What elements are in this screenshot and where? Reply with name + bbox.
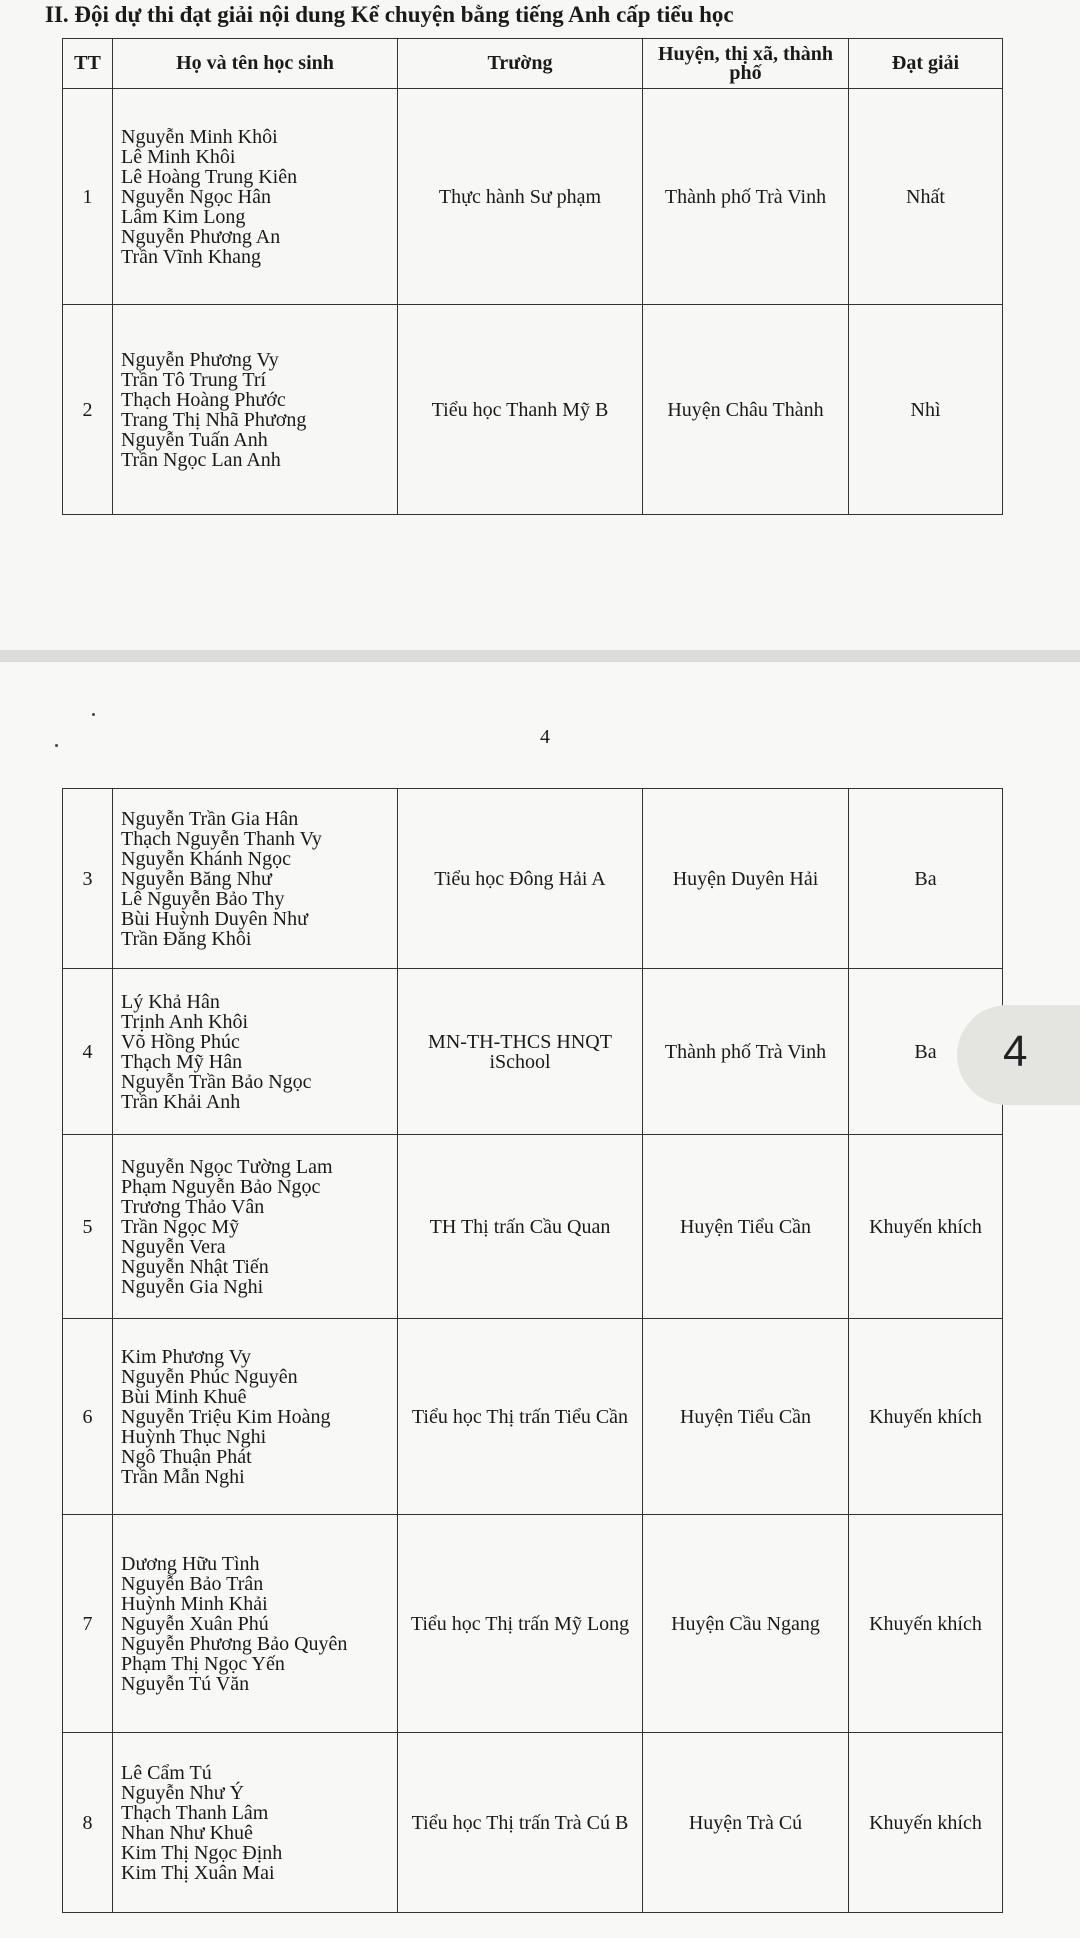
row-number: 6 <box>63 1319 113 1515</box>
page-number: 4 <box>540 726 550 748</box>
row-number: 7 <box>63 1515 113 1733</box>
student-names-cell <box>113 89 398 305</box>
school-cell: Thực hành Sư phạm <box>398 89 643 305</box>
student-name: Nguyễn Tú Văn <box>121 1672 250 1695</box>
student-name: Trần Khải Anh <box>121 1090 241 1113</box>
student-names-cell <box>113 789 398 969</box>
student-name: Trần Ngọc Mỹ <box>121 1215 240 1238</box>
student-name: Nguyễn Vera <box>121 1235 226 1258</box>
school-cell: Tiểu học Thị trấn Tiểu Cần <box>398 1319 643 1515</box>
award-cell: Nhất <box>849 89 1003 305</box>
student-name: Thạch Nguyễn Thanh Vy <box>121 827 322 850</box>
page-indicator-badge <box>957 1005 1080 1105</box>
student-name: Thạch Thanh Lâm <box>121 1801 269 1824</box>
student-name: Thạch Mỹ Hân <box>121 1050 243 1073</box>
student-name: Nguyễn Minh Khôi <box>121 125 278 148</box>
student-name: Kim Thị Ngọc Định <box>121 1841 283 1864</box>
row-number: 3 <box>63 789 113 969</box>
student-name: Nguyễn Gia Nghi <box>121 1275 264 1298</box>
school-cell: MN-TH-THCS HNQT iSchool <box>398 969 643 1135</box>
school-cell: Tiểu học Thị trấn Mỹ Long <box>398 1515 643 1733</box>
student-name: Trần Đăng Khôi <box>121 927 252 950</box>
student-name: Trần Vĩnh Khang <box>121 245 262 268</box>
student-name: Kim Thị Xuân Mai <box>121 1861 275 1884</box>
table-row <box>63 305 1003 515</box>
awards-table-part-1 <box>62 38 1003 515</box>
student-name: Nguyễn Phương Vy <box>121 348 279 371</box>
student-name: Bùi Minh Khuê <box>121 1385 247 1408</box>
student-name: Lâm Kim Long <box>121 205 246 228</box>
student-name: Võ Hồng Phúc <box>121 1030 240 1053</box>
table-row <box>63 789 1003 969</box>
student-name: Trần Mẫn Nghi <box>121 1465 245 1488</box>
table-header-row <box>63 39 1003 89</box>
student-name: Trần Tô Trung Trí <box>121 368 267 391</box>
student-name: Nguyễn Phương An <box>121 225 281 248</box>
school-cell: Tiểu học Thanh Mỹ B <box>398 305 643 515</box>
district-cell: Huyện Tiểu Cần <box>643 1135 849 1319</box>
district-cell: Huyện Cầu Ngang <box>643 1515 849 1733</box>
student-name: Nguyễn Như Ý <box>121 1781 245 1804</box>
district-cell: Huyện Duyên Hải <box>643 789 849 969</box>
scan-speck <box>92 713 95 716</box>
table-row <box>63 1135 1003 1319</box>
school-cell: Tiểu học Thị trấn Trà Cú B <box>398 1733 643 1913</box>
award-cell: Khuyến khích <box>849 1733 1003 1913</box>
student-name: Trang Thị Nhã Phương <box>121 408 307 431</box>
student-names-cell <box>113 1733 398 1913</box>
student-name: Huỳnh Minh Khải <box>121 1592 268 1615</box>
header-award: Đạt giải <box>849 39 1003 89</box>
school-cell: Tiểu học Đông Hải A <box>398 789 643 969</box>
student-name: Lý Khả Hân <box>121 990 220 1013</box>
table-row <box>63 969 1003 1135</box>
district-cell: Huyện Châu Thành <box>643 305 849 515</box>
student-name: Nguyễn Triệu Kim Hoàng <box>121 1405 331 1428</box>
student-name: Lê Minh Khôi <box>121 145 236 168</box>
district-cell: Huyện Tiểu Cần <box>643 1319 849 1515</box>
student-name: Nguyễn Xuân Phú <box>121 1612 269 1635</box>
student-name: Nhan Như Khuê <box>121 1821 253 1844</box>
student-name: Bùi Huỳnh Duyên Như <box>121 907 308 930</box>
student-name: Nguyễn Khánh Ngọc <box>121 847 291 870</box>
student-name: Nguyễn Tuấn Anh <box>121 428 268 451</box>
award-cell: Ba <box>849 969 1003 1135</box>
student-names-cell <box>113 969 398 1135</box>
document-page-upper <box>0 0 1080 650</box>
section-heading: II. Đội dự thi đạt giải nội dung Kể chuyện bằng tiếng Anh cấp tiểu học <box>45 2 734 27</box>
row-number: 2 <box>63 305 113 515</box>
header-name: Họ và tên học sinh <box>113 39 398 89</box>
student-name: Nguyễn Bảo Trân <box>121 1572 264 1595</box>
table-row <box>63 1733 1003 1913</box>
student-name: Nguyễn Băng Như <box>121 867 272 890</box>
document-page-lower <box>0 662 1080 1938</box>
student-names-cell <box>113 1319 398 1515</box>
student-names-cell <box>113 1135 398 1319</box>
table-row <box>63 89 1003 305</box>
award-cell: Khuyến khích <box>849 1515 1003 1733</box>
student-name: Nguyễn Phúc Nguyên <box>121 1365 298 1388</box>
row-number: 8 <box>63 1733 113 1913</box>
student-name: Lê Cẩm Tú <box>121 1761 212 1784</box>
award-cell: Ba <box>849 789 1003 969</box>
student-name: Nguyễn Ngọc Tường Lam <box>121 1155 333 1178</box>
table-row <box>63 1515 1003 1733</box>
student-name: Nguyễn Nhật Tiến <box>121 1255 269 1278</box>
award-cell: Khuyến khích <box>849 1135 1003 1319</box>
student-name: Trịnh Anh Khôi <box>121 1010 249 1033</box>
page-separator <box>0 650 1080 662</box>
student-name: Nguyễn Trần Bảo Ngọc <box>121 1070 312 1093</box>
student-name: Lê Hoàng Trung Kiên <box>121 165 298 188</box>
student-name: Nguyễn Trần Gia Hân <box>121 807 299 830</box>
district-cell: Thành phố Trà Vinh <box>643 969 849 1135</box>
student-name: Lê Nguyễn Bảo Thy <box>121 887 285 910</box>
header-district: Huyện, thị xã, thành phố <box>643 39 849 89</box>
student-name: Ngô Thuận Phát <box>121 1445 252 1468</box>
school-cell: TH Thị trấn Cầu Quan <box>398 1135 643 1319</box>
award-cell: Nhì <box>849 305 1003 515</box>
student-name: Huỳnh Thục Nghi <box>121 1425 267 1448</box>
student-name: Thạch Hoàng Phước <box>121 388 286 411</box>
student-name: Trương Thảo Vân <box>121 1195 265 1218</box>
district-cell: Thành phố Trà Vinh <box>643 89 849 305</box>
student-name: Trần Ngọc Lan Anh <box>121 448 281 471</box>
page-indicator-number: 4 <box>1003 1027 1028 1076</box>
student-name: Nguyễn Ngọc Hân <box>121 185 271 208</box>
table-row <box>63 1319 1003 1515</box>
scan-speck <box>55 744 58 747</box>
student-names-cell <box>113 1515 398 1733</box>
row-number: 1 <box>63 89 113 305</box>
awards-table-part-2 <box>62 788 1003 1913</box>
header-tt: TT <box>63 39 113 89</box>
row-number: 5 <box>63 1135 113 1319</box>
student-name: Nguyễn Phương Bảo Quyên <box>121 1632 348 1655</box>
header-school: Trường <box>398 39 643 89</box>
award-cell: Khuyến khích <box>849 1319 1003 1515</box>
student-names-cell <box>113 305 398 515</box>
district-cell: Huyện Trà Cú <box>643 1733 849 1913</box>
student-name: Dương Hữu Tình <box>121 1552 260 1575</box>
row-number: 4 <box>63 969 113 1135</box>
student-name: Kim Phương Vy <box>121 1345 251 1368</box>
student-name: Phạm Thị Ngọc Yến <box>121 1652 285 1675</box>
student-name: Phạm Nguyễn Bảo Ngọc <box>121 1175 321 1198</box>
